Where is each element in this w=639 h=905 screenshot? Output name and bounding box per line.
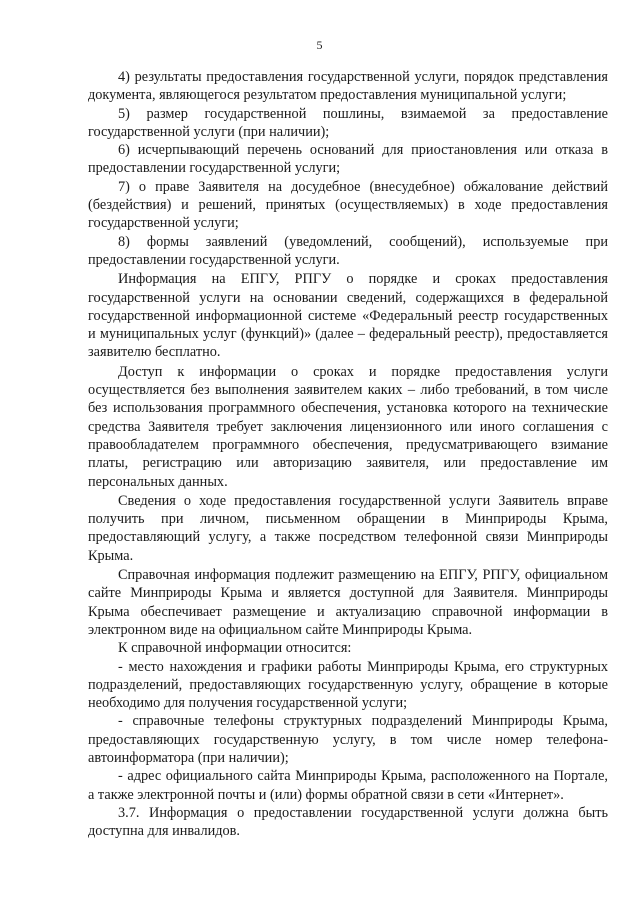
paragraph-reference-info: Справочная информация подлежит размещению на ЕПГУ, РПГУ, официальном сайте Минприроды Крыма и является доступной для Заявителя. Минприроды Крыма обеспечивает размещение и актуализацию справочной информации в электронном виде на официальном сайте Минприроды Крыма. bbox=[88, 567, 608, 638]
paragraph-item-5: 5) размер государственной пошлины, взимаемой за предоставление государственной услуги (при наличии); bbox=[88, 105, 608, 140]
list-item-location: - место нахождения и графики работы Минприроды Крыма, его структурных подразделений, предоставляющих государственную услугу, обращение в которые необходимо для получения государственной услуги; bbox=[88, 658, 608, 712]
paragraph-item-6: 6) исчерпывающий перечень оснований для приостановления или отказа в предоставлении государственной услуги; bbox=[88, 142, 608, 177]
document-body bbox=[88, 68, 608, 840]
paragraph-access: Доступ к информации о сроках и порядке предоставления услуги осуществляется без выполнения заявителем каких – либо требований, в том числе без использования программного обеспечения, установка которого на технические средства Заявителя требует заключения лицензионного или иного соглашения с правообладателем программного обеспечения, предусматривающего взимание платы, регистрацию или авторизацию заявителя, или предоставление им персональных данных. bbox=[88, 363, 608, 490]
list-item-phones: - справочные телефоны структурных подразделений Минприроды Крыма, предоставляющих государственную услугу, в том числе номер телефона-автоинформатора (при наличии); bbox=[88, 713, 608, 766]
paragraph-section-3-7: 3.7. Информация о предоставлении государственной услуги должна быть доступна для инвалидов. bbox=[88, 804, 608, 840]
paragraph-item-4: 4) результаты предоставления государственной услуги, порядок представления документа, являющегося результатом предоставления муниципальной услуги; bbox=[88, 69, 608, 104]
page-number: 5 bbox=[316, 38, 323, 52]
paragraph-item-8: 8) формы заявлений (уведомлений, сообщений), используемые при предоставлении государственной услуги. bbox=[88, 233, 608, 268]
paragraph-item-7: 7) о праве Заявителя на досудебное (внесудебное) обжалование действий (бездействия) и решений, принятых (осуществляемых) в ходе предоставления государственной услуги; bbox=[88, 178, 608, 232]
paragraph-epgu-info: Информация на ЕПГУ, РПГУ о порядке и сроках предоставления государственной услуги на основании сведений, содержащихся в федеральной государственной информационной системе «Федеральный реестр государственных и муниципальных услуг (функций)» (далее – федеральный реестр), предоставляется заявителю бесплатно. bbox=[88, 271, 608, 361]
list-item-website: - адрес официального сайта Минприроды Крыма, расположенного на Портале, а также электронной почты и (или) формы обратной связи в сети «Интернет». bbox=[88, 768, 608, 803]
paragraph-progress-info: Сведения о ходе предоставления государственной услуги Заявитель вправе получить при личном, письменном обращении в Минприроды Крыма, предоставляющий услугу, а также посредством телефонной связи Минприроды Крыма. bbox=[88, 492, 608, 564]
paragraph-reference-heading: К справочной информации относится: bbox=[118, 640, 352, 657]
